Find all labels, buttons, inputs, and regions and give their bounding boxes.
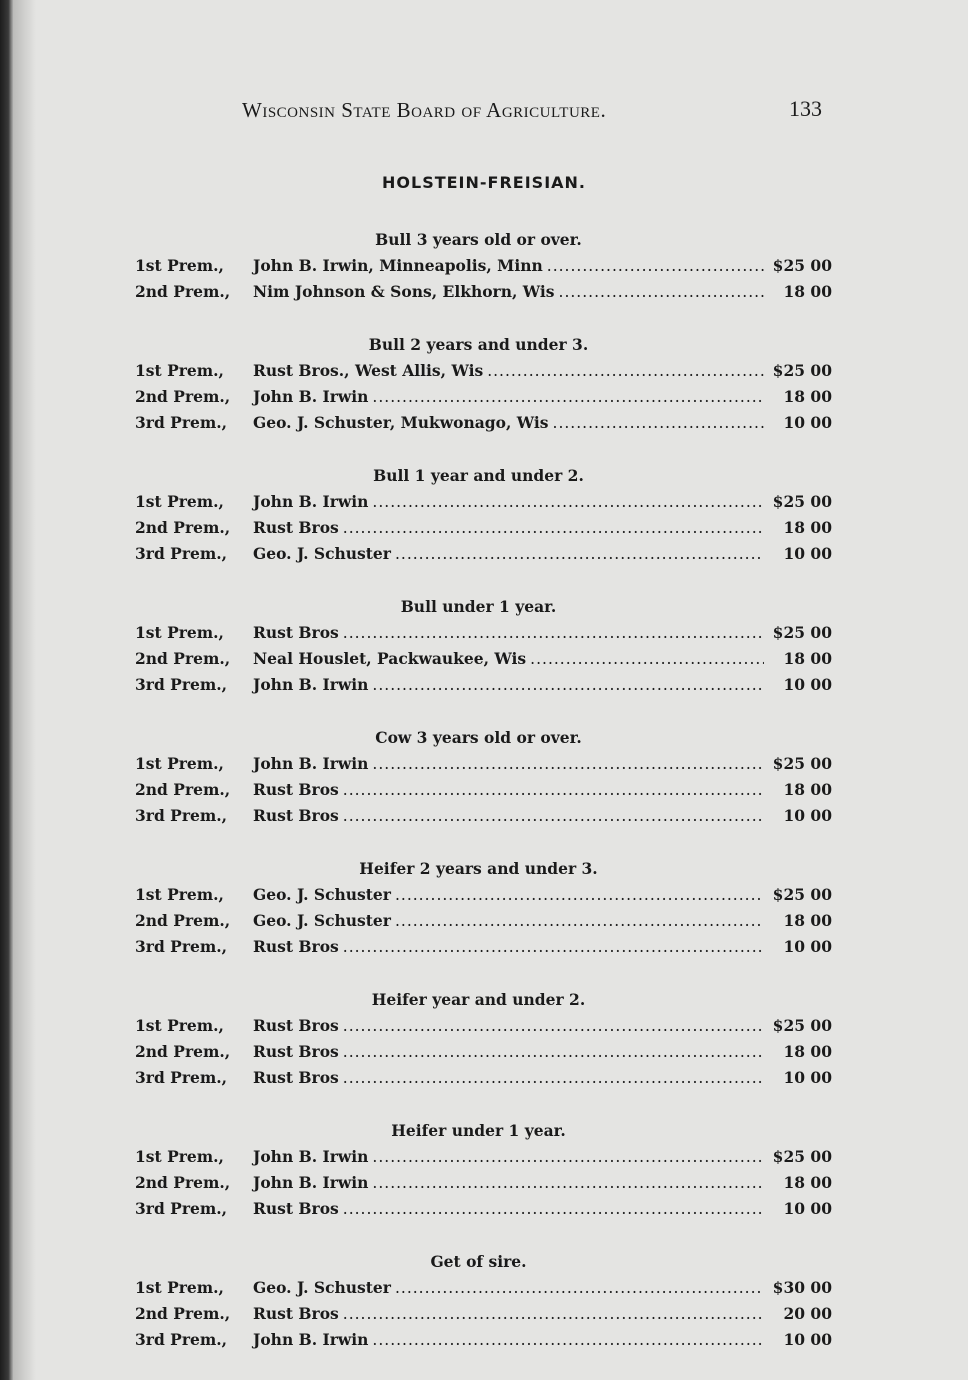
- premium-place: 3rd Prem.,: [135, 1199, 228, 1218]
- premium-class: [135, 1248, 832, 1353]
- premium-place: 2nd Prem.,: [135, 1304, 231, 1323]
- class-title: Cow 3 years old or over.: [375, 728, 582, 747]
- premium-place: 1st Prem.,: [135, 1278, 224, 1297]
- dot-leader: [547, 253, 764, 279]
- dot-leader: [343, 934, 764, 960]
- section-title: HOLSTEIN-FREISIAN.: [382, 173, 586, 192]
- dot-leader: [372, 1144, 764, 1170]
- premium-place: 3rd Prem.,: [135, 544, 228, 563]
- class-title: Bull 3 years old or over.: [375, 230, 582, 249]
- dot-leader: [395, 541, 764, 567]
- premium-winner: Geo. J. Schuster, Mukwonago, Wis: [253, 413, 549, 432]
- premium-class: [135, 724, 832, 829]
- premium-place: 2nd Prem.,: [135, 780, 231, 799]
- premium-entry: [135, 489, 832, 515]
- premium-place: 2nd Prem.,: [135, 1042, 231, 1061]
- premium-entry: [135, 882, 832, 908]
- premium-winner: Geo. J. Schuster: [253, 885, 391, 904]
- premium-entry: [135, 1275, 832, 1301]
- premium-amount: 10 00: [783, 675, 832, 694]
- premium-winner: Rust Bros: [253, 780, 339, 799]
- premium-entry: [135, 1196, 832, 1222]
- premium-amount: 18 00: [783, 1042, 832, 1061]
- premium-entry: [135, 1170, 832, 1196]
- class-title: Bull 2 years and under 3.: [368, 335, 589, 354]
- dot-leader: [487, 358, 764, 384]
- premium-place: 3rd Prem.,: [135, 1068, 228, 1087]
- premium-winner: Rust Bros: [253, 1199, 339, 1218]
- dot-leader: [530, 646, 764, 672]
- premium-amount: 10 00: [783, 544, 832, 563]
- premium-amount: 18 00: [783, 282, 832, 301]
- premium-amount: $25 00: [772, 885, 832, 904]
- premium-winner: John B. Irwin: [253, 1173, 369, 1192]
- premium-class: [135, 331, 832, 436]
- premium-amount: 10 00: [783, 937, 832, 956]
- premium-amount: $30 00: [772, 1278, 832, 1297]
- class-title: Bull under 1 year.: [400, 597, 557, 616]
- premium-amount: 10 00: [783, 806, 832, 825]
- premium-amount: 18 00: [783, 1173, 832, 1192]
- dot-leader: [372, 751, 764, 777]
- premium-entry: [135, 1144, 832, 1170]
- premium-winner: John B. Irwin: [253, 492, 369, 511]
- dot-leader: [343, 1196, 764, 1222]
- premium-winner: Rust Bros: [253, 518, 339, 537]
- premium-entry: [135, 1065, 832, 1091]
- premium-winner: Geo. J. Schuster: [253, 544, 391, 563]
- premium-winner: Rust Bros: [253, 1016, 339, 1035]
- premium-entry: [135, 515, 832, 541]
- premium-winner: John B. Irwin, Minneapolis, Minn: [253, 256, 543, 275]
- premium-amount: 18 00: [783, 911, 832, 930]
- dot-leader: [395, 1275, 764, 1301]
- premium-place: 3rd Prem.,: [135, 413, 228, 432]
- premium-place: 2nd Prem.,: [135, 1173, 231, 1192]
- premium-winner: Rust Bros: [253, 1042, 339, 1061]
- premium-entry: [135, 358, 832, 384]
- premium-winner: Rust Bros., West Allis, Wis: [253, 361, 484, 380]
- premium-place: 1st Prem.,: [135, 623, 224, 642]
- dot-leader: [372, 672, 764, 698]
- premium-list: [135, 226, 832, 1379]
- premium-amount: 18 00: [783, 387, 832, 406]
- premium-winner: Rust Bros: [253, 1304, 339, 1323]
- premium-amount: 18 00: [783, 780, 832, 799]
- premium-class: [135, 462, 832, 567]
- premium-amount: 20 00: [783, 1304, 832, 1323]
- dot-leader: [343, 1013, 764, 1039]
- premium-amount: $25 00: [772, 1147, 832, 1166]
- premium-place: 2nd Prem.,: [135, 282, 231, 301]
- dot-leader: [372, 1170, 764, 1196]
- premium-entry: [135, 1013, 832, 1039]
- dot-leader: [343, 777, 764, 803]
- page-number: 133: [789, 96, 822, 121]
- premium-entry: [135, 777, 832, 803]
- dot-leader: [343, 1039, 764, 1065]
- premium-entry: [135, 934, 832, 960]
- dot-leader: [343, 620, 764, 646]
- dot-leader: [395, 908, 764, 934]
- premium-amount: $25 00: [772, 256, 832, 275]
- premium-winner: Nim Johnson & Sons, Elkhorn, Wis: [253, 282, 555, 301]
- class-title: Heifer under 1 year.: [391, 1121, 566, 1140]
- premium-entry: [135, 279, 832, 305]
- premium-entry: [135, 1327, 832, 1353]
- premium-amount: 10 00: [783, 1330, 832, 1349]
- class-title: Heifer year and under 2.: [371, 990, 586, 1009]
- premium-entry: [135, 908, 832, 934]
- premium-place: 1st Prem.,: [135, 256, 224, 275]
- premium-winner: John B. Irwin: [253, 1147, 369, 1166]
- premium-entry: [135, 541, 832, 567]
- running-head: Wisconsin State Board of Agriculture.: [242, 98, 607, 122]
- dot-leader: [343, 1301, 764, 1327]
- premium-place: 3rd Prem.,: [135, 675, 228, 694]
- premium-amount: $25 00: [772, 492, 832, 511]
- premium-place: 1st Prem.,: [135, 885, 224, 904]
- premium-winner: Geo. J. Schuster: [253, 1278, 391, 1297]
- premium-place: 1st Prem.,: [135, 361, 224, 380]
- premium-class: [135, 593, 832, 698]
- dot-leader: [372, 384, 764, 410]
- class-title: Bull 1 year and under 2.: [373, 466, 584, 485]
- premium-place: 3rd Prem.,: [135, 806, 228, 825]
- premium-entry: [135, 646, 832, 672]
- premium-winner: Rust Bros: [253, 623, 339, 642]
- premium-entry: [135, 253, 832, 279]
- premium-amount: 18 00: [783, 518, 832, 537]
- premium-amount: $25 00: [772, 754, 832, 773]
- dot-leader: [372, 489, 764, 515]
- premium-entry: [135, 384, 832, 410]
- premium-place: 1st Prem.,: [135, 754, 224, 773]
- premium-amount: $25 00: [772, 1016, 832, 1035]
- premium-entry: [135, 803, 832, 829]
- dot-leader: [395, 882, 764, 908]
- premium-winner: Neal Houslet, Packwaukee, Wis: [253, 649, 527, 668]
- premium-class: [135, 1117, 832, 1222]
- premium-place: 1st Prem.,: [135, 492, 224, 511]
- premium-winner: Geo. J. Schuster: [253, 911, 391, 930]
- premium-winner: Rust Bros: [253, 937, 339, 956]
- dot-leader: [343, 803, 764, 829]
- premium-amount: 18 00: [783, 649, 832, 668]
- premium-place: 2nd Prem.,: [135, 911, 231, 930]
- premium-class: [135, 226, 832, 305]
- class-title: Heifer 2 years and under 3.: [359, 859, 598, 878]
- premium-class: [135, 986, 832, 1091]
- premium-amount: 10 00: [783, 1199, 832, 1218]
- dot-leader: [559, 279, 764, 305]
- dot-leader: [372, 1327, 764, 1353]
- premium-amount: 10 00: [783, 413, 832, 432]
- premium-place: 2nd Prem.,: [135, 649, 231, 668]
- premium-entry: [135, 672, 832, 698]
- premium-winner: John B. Irwin: [253, 387, 369, 406]
- premium-entry: [135, 751, 832, 777]
- premium-winner: John B. Irwin: [253, 1330, 369, 1349]
- premium-winner: Rust Bros: [253, 1068, 339, 1087]
- premium-entry: [135, 1301, 832, 1327]
- premium-entry: [135, 410, 832, 436]
- premium-place: 1st Prem.,: [135, 1016, 224, 1035]
- premium-amount: 10 00: [783, 1068, 832, 1087]
- class-title: Get of sire.: [430, 1252, 527, 1271]
- premium-place: 2nd Prem.,: [135, 387, 231, 406]
- dot-leader: [343, 515, 764, 541]
- premium-place: 1st Prem.,: [135, 1147, 224, 1166]
- premium-class: [135, 855, 832, 960]
- dot-leader: [553, 410, 764, 436]
- premium-entry: [135, 620, 832, 646]
- premium-place: 3rd Prem.,: [135, 1330, 228, 1349]
- premium-winner: John B. Irwin: [253, 675, 369, 694]
- premium-place: 2nd Prem.,: [135, 518, 231, 537]
- premium-winner: John B. Irwin: [253, 754, 369, 773]
- premium-amount: $25 00: [772, 623, 832, 642]
- premium-winner: Rust Bros: [253, 806, 339, 825]
- premium-entry: [135, 1039, 832, 1065]
- dot-leader: [343, 1065, 764, 1091]
- premium-amount: $25 00: [772, 361, 832, 380]
- premium-place: 3rd Prem.,: [135, 937, 228, 956]
